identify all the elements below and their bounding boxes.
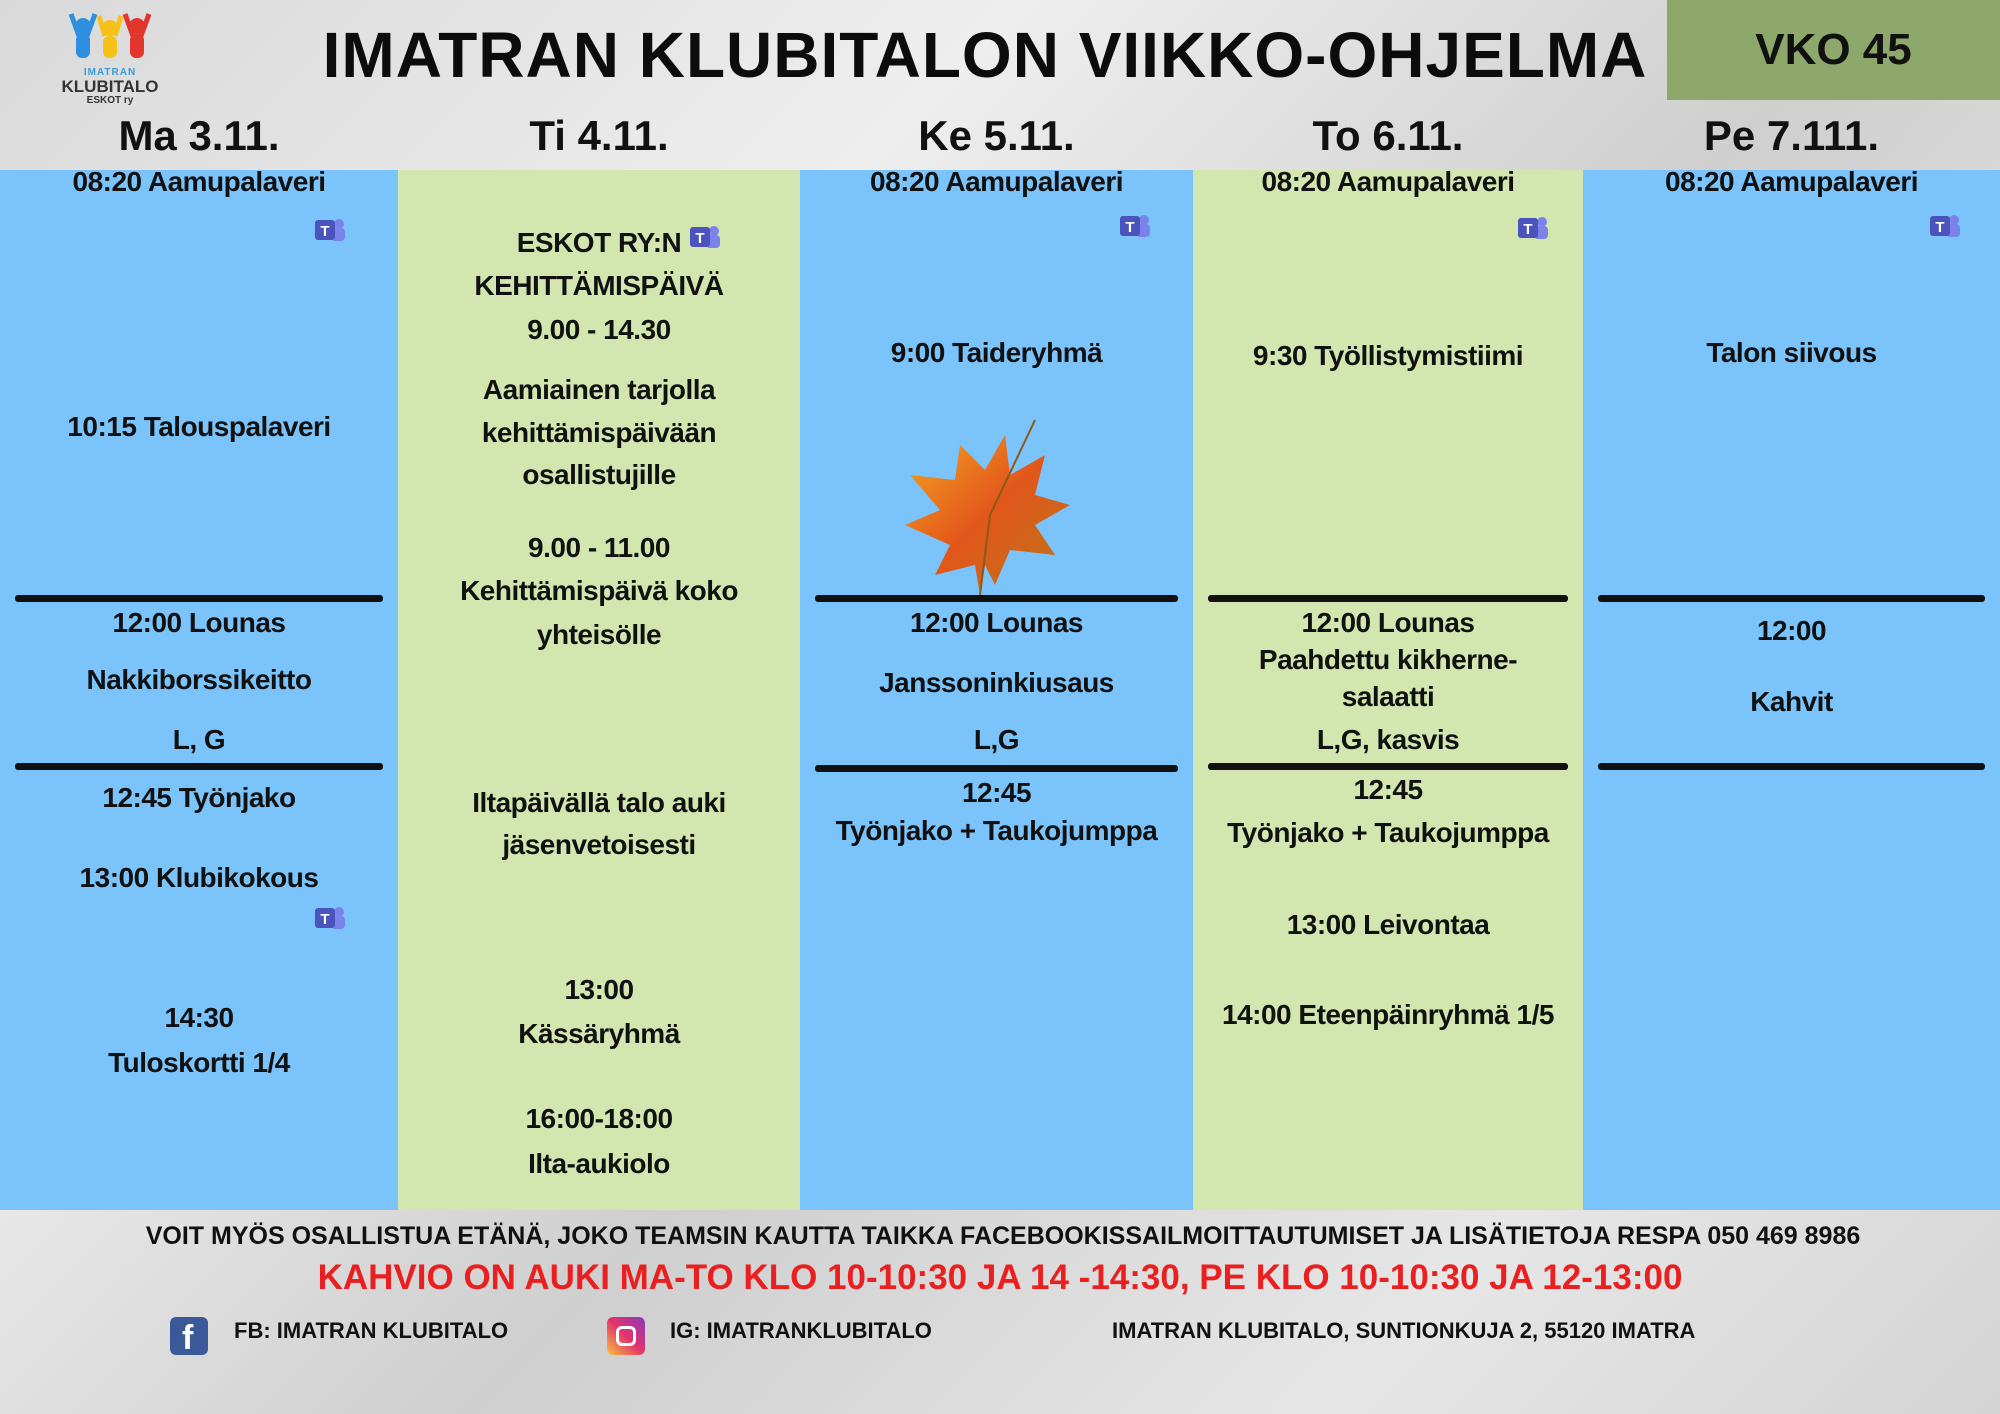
teams-icon: [313, 216, 347, 244]
schedule-item: 12:00: [1756, 615, 1827, 646]
schedule-item: L,G: [973, 724, 1020, 755]
schedule-item: Paahdettu kikherne-: [1258, 644, 1518, 675]
teams-icon: [1118, 212, 1152, 240]
teams-icon: [1516, 214, 1550, 242]
teams-icon: [313, 904, 347, 932]
schedule-item: 13:00 Klubikokous: [79, 862, 319, 893]
schedule-item: Tuloskortti 1/4: [108, 1047, 290, 1078]
schedule-item: Työnjako + Taukojumppa: [835, 815, 1158, 846]
svg-text:T: T: [320, 223, 330, 240]
schedule-item: jäsenvetoisesti: [502, 829, 696, 860]
divider: [815, 765, 1178, 772]
svg-text:T: T: [1935, 219, 1945, 236]
instagram-link[interactable]: IG: IMATRANKLUBITALO: [670, 1318, 932, 1343]
logo-text: ESKOT ry: [86, 95, 134, 106]
schedule-item: 16:00-18:00: [525, 1103, 673, 1134]
day-header: Ke 5.11.: [918, 112, 1075, 159]
schedule-item: 08:20 Aamupalaveri: [1261, 166, 1515, 197]
schedule-item: 13:00: [564, 974, 634, 1005]
schedule-item: Ilta-aukiolo: [528, 1148, 670, 1179]
day-column: [1583, 166, 2000, 1210]
schedule-item: L,G, kasvis: [1316, 724, 1460, 755]
schedule-item: Iltapäivällä talo auki: [472, 787, 726, 818]
logo-text: IMATRAN: [83, 67, 137, 78]
svg-text:T: T: [695, 230, 705, 247]
day-column: [0, 166, 398, 1210]
schedule-item: osallistujille: [522, 459, 676, 490]
divider: [15, 763, 383, 770]
divider: [15, 595, 383, 602]
logo: [40, 12, 180, 107]
schedule-item: KEHITTÄMISPÄIVÄ: [474, 270, 724, 301]
day-header: Pe 7.111.: [1703, 112, 1880, 159]
day-header: To 6.11.: [1312, 112, 1464, 159]
schedule-item: kehittämispäivään: [481, 417, 717, 448]
schedule-item: 08:20 Aamupalaveri: [1665, 166, 1918, 197]
svg-text:T: T: [1523, 221, 1533, 238]
schedule-item: 13:00 Leivontaa: [1286, 909, 1490, 940]
cafe-hours-text: KAHVIO ON AUKI MA-TO KLO 10-10:30 JA 14 -14:30, PE KLO 10-10:30 JA 12-13:00: [317, 1258, 1683, 1297]
schedule-item: 9:00 Taideryhmä: [890, 337, 1103, 368]
schedule-item: Nakkiborssikeitto: [86, 664, 312, 695]
facebook-icon: f: [170, 1317, 208, 1355]
schedule-item: Kehittämispäivä koko: [460, 575, 738, 606]
schedule-item: 12:00 Lounas: [112, 607, 286, 638]
schedule-item: 12:00 Lounas: [1301, 607, 1475, 638]
schedule-item: 12:45 Työnjako: [102, 782, 296, 813]
divider: [1208, 595, 1568, 602]
day-column: [1193, 166, 1583, 1210]
schedule-item: Kässäryhmä: [518, 1018, 680, 1049]
schedule-item: Talon siivous: [1706, 337, 1877, 368]
schedule-item: 12:45: [1353, 774, 1423, 805]
schedule-item: ESKOT RY:N: [516, 227, 682, 258]
logo-figures-icon: [65, 12, 155, 62]
schedule-item: Kahvit: [1750, 686, 1833, 717]
logo-text: KLUBITALO: [61, 77, 159, 96]
schedule-item: Aamiainen tarjolla: [482, 374, 716, 405]
schedule-item: 14:30: [164, 1002, 234, 1033]
schedule-item: yhteisölle: [536, 619, 662, 650]
schedule-item: 08:20 Aamupalaveri: [72, 166, 326, 197]
address-text: IMATRAN KLUBITALO, SUNTIONKUJA 2, 55120 IMATRA: [1112, 1318, 1696, 1343]
divider: [1208, 763, 1568, 770]
schedule-item: 12:45: [961, 777, 1032, 808]
schedule-item: Janssoninkiusaus: [879, 667, 1114, 698]
schedule-item: 10:15 Talouspalaveri: [67, 411, 331, 442]
page-title: IMATRAN KLUBITALON VIIKKO-OHJELMA: [322, 19, 1648, 91]
svg-text:T: T: [320, 911, 330, 928]
day-column: [398, 170, 800, 1210]
schedule-item: L, G: [172, 724, 226, 755]
schedule-item: 14:00 Eteenpäinryhmä 1/5: [1222, 999, 1554, 1030]
autumn-leaf-image: [895, 415, 1075, 610]
schedule-item: 08:20 Aamupalaveri: [870, 166, 1123, 197]
week-badge: VKO 45: [1667, 0, 2000, 100]
day-header: Ti 4.11.: [529, 112, 669, 159]
schedule-item: 9:30 Työllistymistiimi: [1252, 340, 1524, 371]
schedule-item: 12:00 Lounas: [910, 607, 1083, 638]
divider: [1598, 595, 1985, 602]
schedule-item: salaatti: [1341, 681, 1435, 712]
day-header: Ma 3.11.: [118, 112, 280, 159]
day-column: [800, 166, 1193, 1210]
divider: [1598, 763, 1985, 770]
schedule-item: 9.00 - 14.30: [527, 314, 671, 345]
svg-text:T: T: [1125, 219, 1135, 236]
teams-icon: [688, 223, 722, 251]
schedule-item: Työnjako + Taukojumppa: [1227, 817, 1549, 848]
remote-info-text: VOIT MYÖS OSALLISTUA ETÄNÄ, JOKO TEAMSIN KAUTTA TAIKKA FACEBOOKISSAILMOITTAUTUMISET JA LISÄTIETOJA RESPA 050 469 8986: [145, 1222, 1861, 1250]
facebook-link[interactable]: FB: IMATRAN KLUBITALO: [234, 1318, 509, 1343]
schedule-item: 9.00 - 11.00: [528, 532, 670, 563]
teams-icon: [1928, 212, 1962, 240]
instagram-icon: [607, 1317, 645, 1355]
